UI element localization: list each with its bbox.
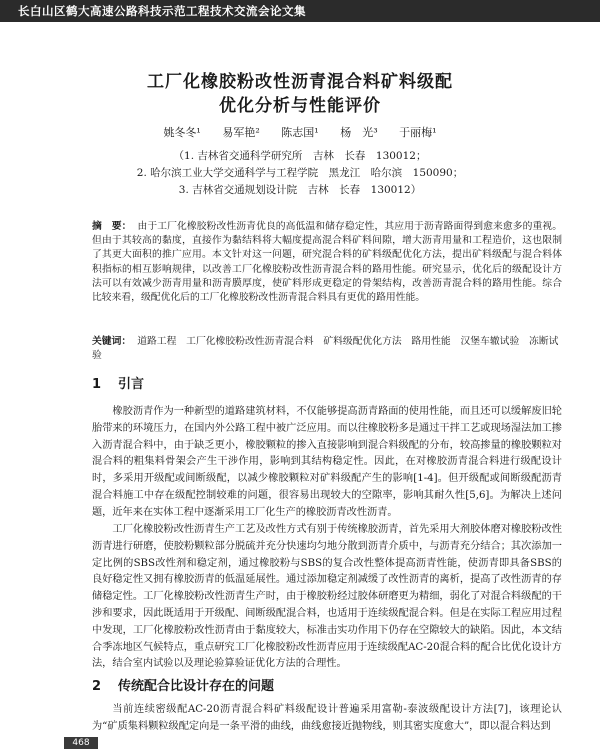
- section-number: 2: [92, 679, 102, 694]
- author-name: 陈志国¹: [281, 126, 319, 139]
- abstract-label: 摘 要：: [92, 221, 132, 232]
- author-name: 易军艳²: [222, 126, 260, 139]
- abstract-text: 由于工厂化橡胶粉改性沥青优良的高低温和储存稳定性，其应用于沥青路面得到愈来愈多的重视。但由于其较高的黏度，直接作为黏结料将大幅度提高混合料矿料间隙，增大沥青用量和工程造价，这也限制了其更大面积的推广应用。本文针对这一问题，研究混合料的矿料级配优化方法，提出矿料级配与混合料体积指标的相互影响规律，以改善工厂化橡胶粉改性沥青混合料的路用性能。研究显示，优化后的级配设计方法可以有效减少沥青用量和沥青膜厚度，使矿料形成更稳定的骨架结构，改善沥青混合料的路用性能。综合比较来看，级配优化后的工厂化橡胶粉改性沥青混合料具有更优的路用性能。: [92, 221, 563, 304]
- page-number: 468: [64, 737, 98, 749]
- body-paragraph: 橡胶沥青作为一种新型的道路建筑材料，不仅能够提高沥青路面的使用性能，而且还可以缓解废旧轮胎带来的环境压力，在国内外公路工程中被广泛应用。而以往橡胶粉多是通过干拌工艺或现场湿法加工掺入沥青混合料中，由于缺乏更小，橡胶颗粒的掺入直接影响到混合料级配的分布，较高掺量的橡胶颗粒对混合料的粗集料骨架会产生干涉作用，影响到其结构稳定性。因此，在对橡胶沥青混合料进行级配设计时，多采用开级配或间断级配，以减少橡胶颗粒对矿料级配产生的影响[1-4]。但开级配或间断级配沥青混合料施工中存在级配控制较难的问题，很容易出现较大的空隙率，影响其耐久性[5,6]。为解决上述问题，近年来在实体工程中逐渐采用工厂化生产的橡胶沥青改性沥青。: [92, 406, 562, 518]
- keywords: [92, 335, 562, 363]
- body-paragraph: 当前连续密级配AC-20沥青混合料矿料级配设计普遍采用富勒-泰波级配设计方法[7]，该理论认为“矿质集料颗粒级配定向是一条平滑的曲线，曲线愈接近抛物线，则其密实度愈大”，即以混合料达到: [92, 704, 562, 732]
- author-name: 杨 光³: [340, 126, 378, 139]
- keywords-label: 关键词：: [92, 336, 132, 347]
- title-line-1: 工厂化橡胶粉改性沥青混合料矿料级配: [147, 72, 453, 92]
- running-header: [0, 0, 600, 22]
- keywords-text: 道路工程 工厂化橡胶粉改性沥青混合料 矿料级配优化方法 路用性能 汉堡车辙试验 冻断试验: [92, 336, 559, 362]
- affiliations: [0, 148, 600, 199]
- title-line-2: 优化分析与性能评价: [219, 96, 381, 116]
- paper-title: [0, 70, 600, 118]
- abstract: [92, 220, 562, 305]
- affiliation-line: 2. 哈尔滨工业大学交通科学与工程学院 黑龙江 哈尔滨 150090；: [136, 167, 464, 179]
- author-name: 于丽梅¹: [399, 126, 437, 139]
- body-paragraph: 工厂化橡胶粉改性沥青生产工艺及改性方式有别于传统橡胶沥青，首先采用大剂胶体磨对橡胶粉改性沥青进行研磨，使胶粉颗粒部分脱硫并充分快速均匀地分散到沥青介质中，与沥青充分结合；其次添加一定比例的SBS改性剂和稳定剂，通过橡胶粉与SBS的复合改性整体提高沥青性能，使沥青即具备SBS的良好稳定性又拥有橡胶沥青的低温延展性。通过添加稳定剂减缓了改性沥青的离析，提高了改性沥青的存储稳定性。工厂化橡胶粉改性沥青生产时，由于橡胶粉经过胶体研磨更为精细，弱化了对混合料级配的干涉和要求，因此既适用于开级配、间断级配混合料，也适用于连续级配混合料。但是在实际工程应用过程中发现，工厂化橡胶粉改性沥青由于黏度较大，标准击实功作用下仍存在空隙较大的缺陷。因此，本文结合季冻地区气候特点，重点研究工厂化橡胶粉改性沥青应用于连续级配AC-20混合料的配合比优化设计方法，结合室内试验以及理论验算验证优化方法的合理性。: [92, 524, 562, 670]
- affiliation-line: （1. 吉林省交通科学研究所 吉林 长春 130012；: [173, 150, 427, 162]
- section-title: 传统配合比设计存在的问题: [118, 679, 275, 694]
- section-title: 引言: [118, 377, 145, 392]
- author-list: [0, 125, 600, 141]
- section-heading-1: [92, 376, 144, 394]
- affiliation-line: 3. 吉林省交通规划设计院 吉林 长春 130012）: [178, 184, 422, 196]
- section-number: 1: [92, 377, 102, 392]
- section-heading-2: [92, 678, 274, 696]
- author-name: 姚冬冬¹: [163, 126, 201, 139]
- running-title: 长白山区鹤大高速公路科技示范工程技术交流会论文集: [18, 4, 306, 18]
